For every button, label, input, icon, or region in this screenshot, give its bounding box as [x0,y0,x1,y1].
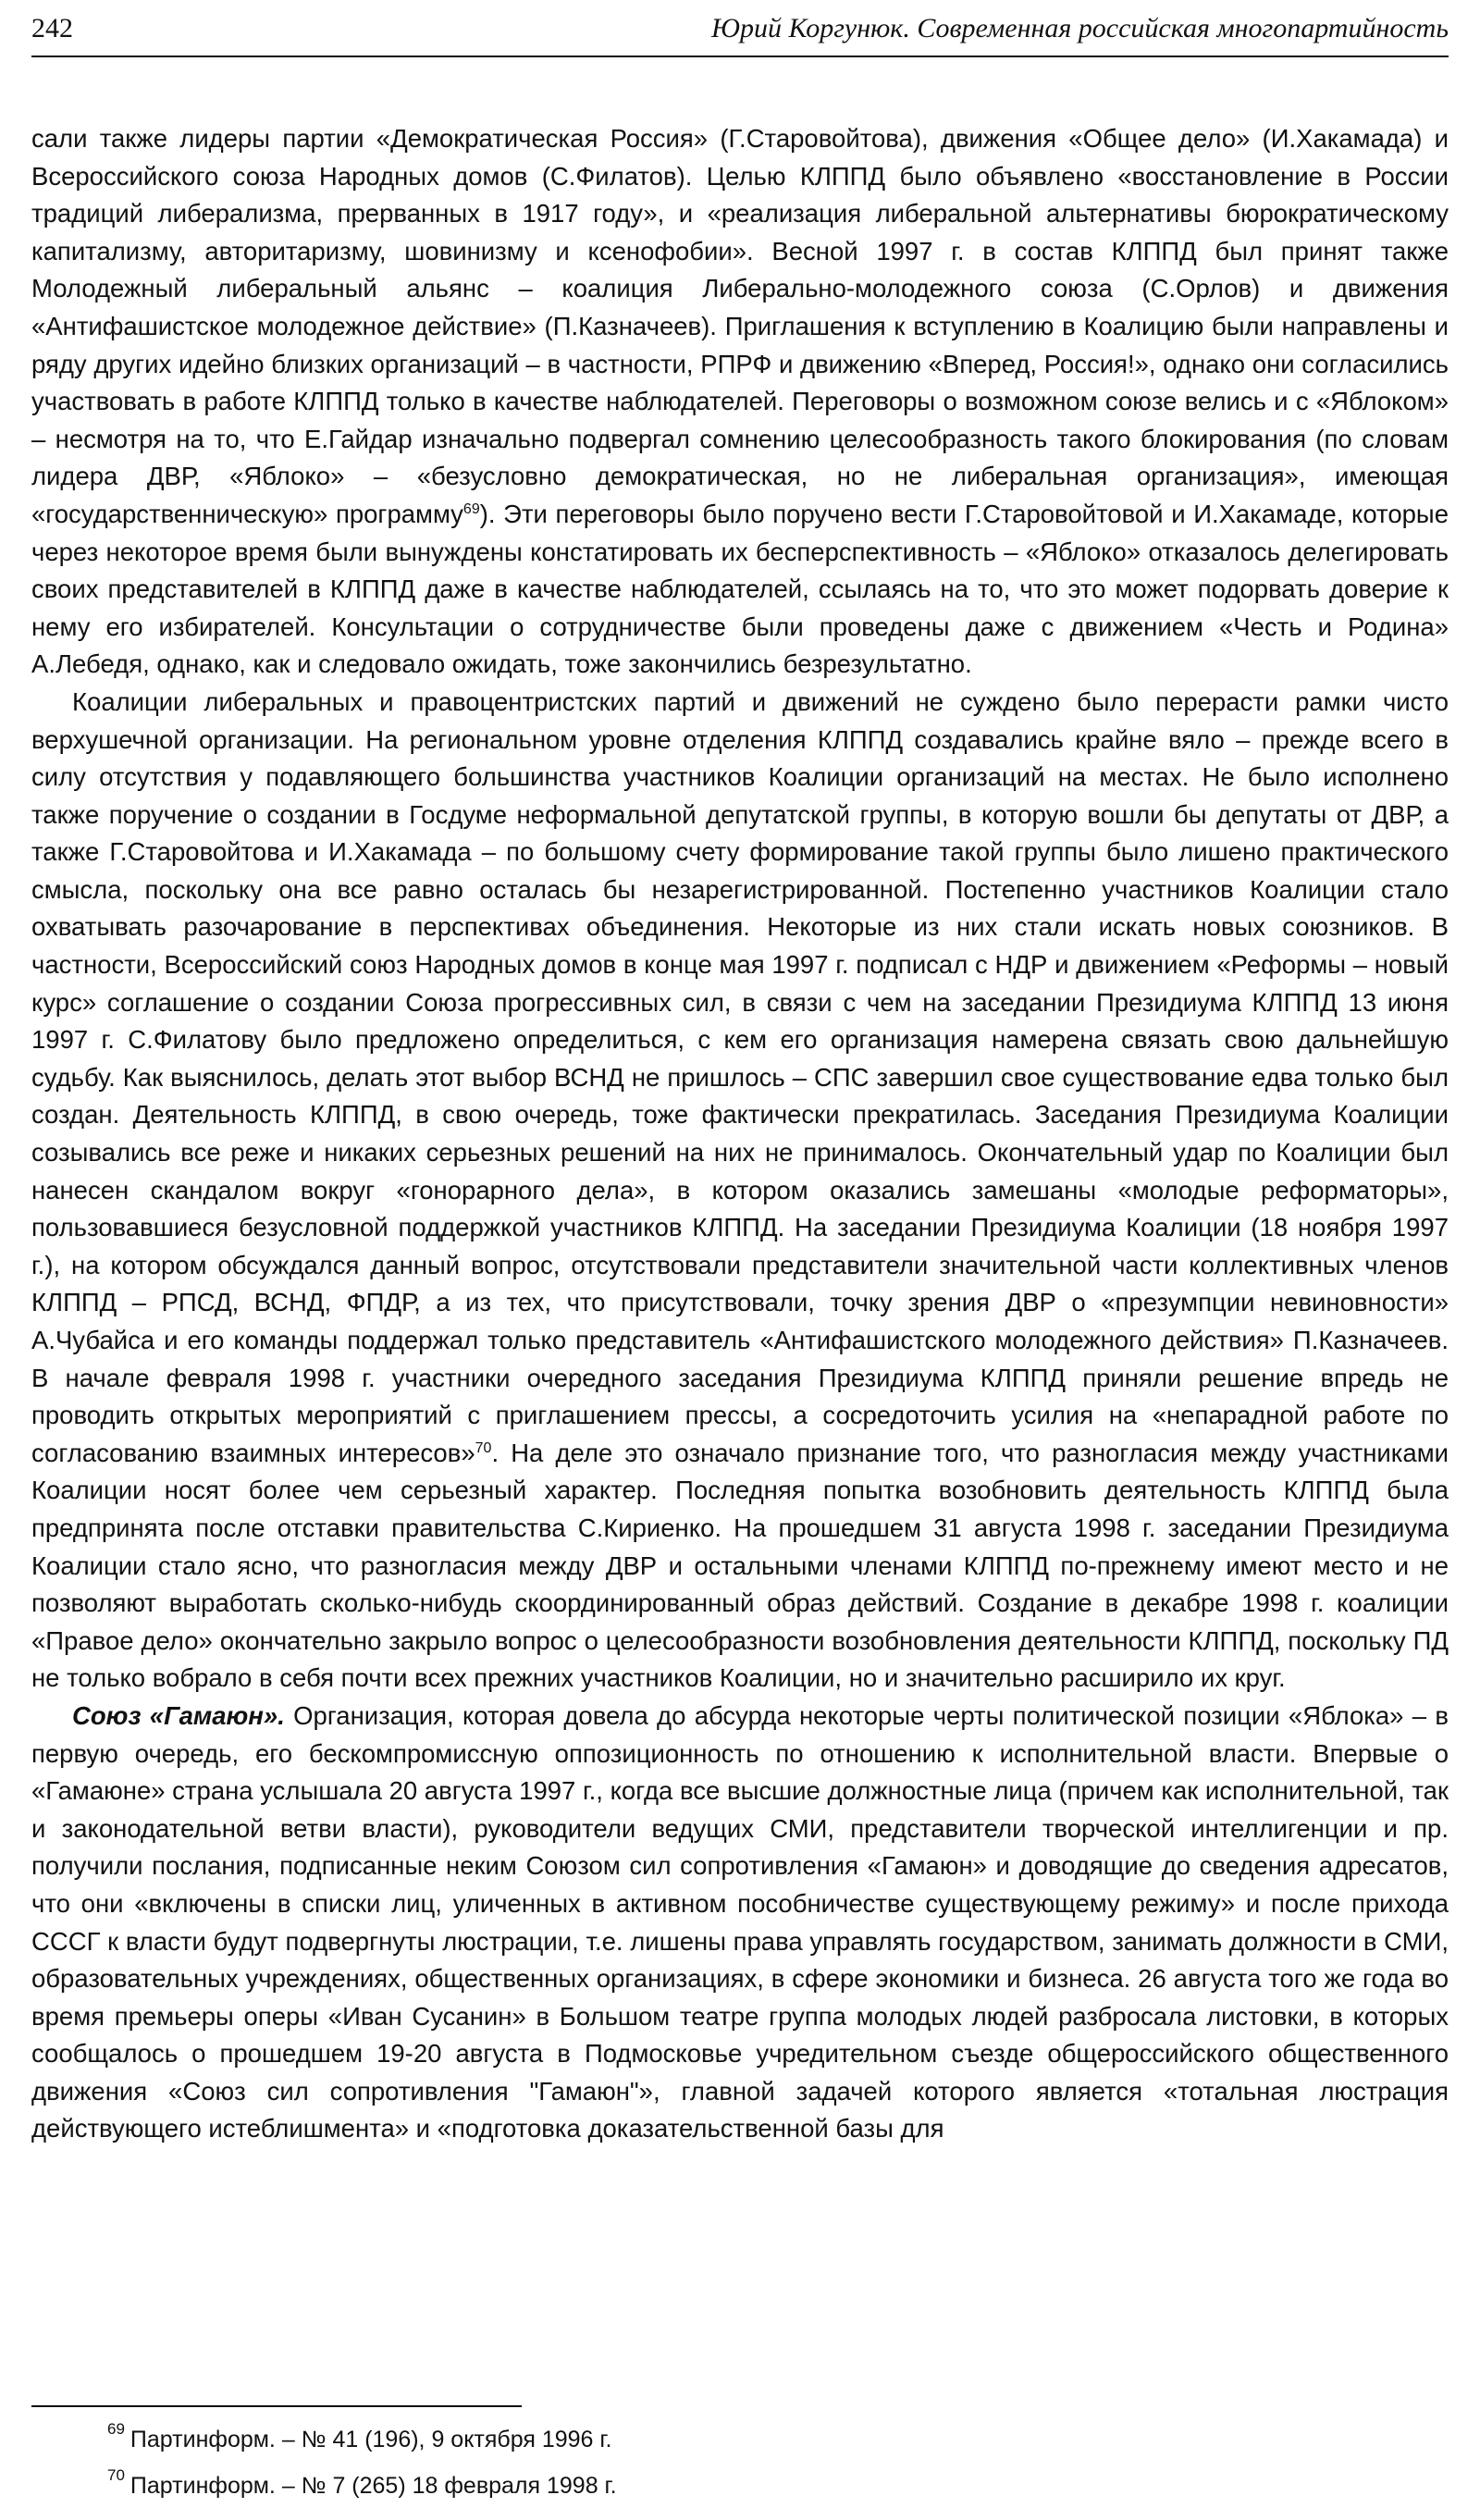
footnote-number: 70 [107,2466,125,2484]
footnote-number: 69 [107,2420,125,2438]
running-header [31,9,1449,57]
page-number: 242 [31,13,73,43]
book-page [31,0,1449,2520]
running-title: Юрий Коргунюк. Современная российская многопартийность [710,13,1449,43]
paragraph-3-text: Организация, которая довела до абсурда некоторые черты политической позиции «Яблока» – в первую очередь, его бескомпромиссную оппозиционность по отношению к исполнительной власти. Впервые о «Гамаюне» страна услышала 20 августа 1997 г., когда все высшие должностные лица (причем как исполнительной, так и законодательной ветви власти), руководители ведущих СМИ, представители творческой интеллигенции и пр. получили послания, подписанные неким Союзом сил сопротивления «Гамаюн» и доводящие до сведения адресатов, что они «включены в списки лиц, уличенных в активном пособничестве существующему режиму» и после прихода СССГ к власти будут подвергнуты люстрации, т.е. лишены права управлять государством, занимать должности в СМИ, образовательных учреждениях, общественных организациях, в сфере экономики и бизнеса. 26 августа того же года во время премьеры оперы «Иван Сусанин» в Большом театре группа молодых людей разбросала листовки, в которых сообщалось о прошедшем 19-20 августа в Подмосковье учредительном съезде общероссийского общественного движения «Союз сил сопротивления "Гамаюн"», главной задачей которого является «тотальная люстрация действующего истеблишмента» и «подготовка доказательственной базы для [31,1700,1449,2143]
paragraph-2-text-b: . На деле это означало признание того, что разногласия между участниками Коалиции носят более чем серьезный характер. Последняя попытка возобновить деятельность КЛППД была предпринята после отставки правительства С.Кириенко. На прошедшем 31 августа 1998 г. заседании Президиума Коалиции стало ясно, что разногласия между ДВР и остальными членами КЛППД по-прежнему имеют место и не позволяют выработать сколько-нибудь скоординированный образ действий. Создание в декабре 1998 г. коалиции «Правое дело» окончательно закрыло вопрос о целесообразности возобновления деятельности КЛППД, поскольку ПД не только вобрало в себя почти всех прежних участников Коалиции, но и значительно расширило их круг. [31,1438,1449,1693]
paragraph-2-text-a: Коалиции либеральных и правоцентристских партий и движений не суждено было перерасти рамки чисто верхушечной организации. На региональном уровне отделения КЛППД создавались крайне вяло – прежде всего в силу отсутствия у подавляющего большинства участников Коалиции организаций на местах. Не было исполнено также поручение о создании в Госдуме неформальной депутатской группы, в которую вошли бы депутаты от ДВР, а также Г.Старовойтова и И.Хакамада – по большому счету формирование такой группы было лишено практического смысла, поскольку она все равно осталась бы незарегистрированной. Постепенно участников Коалиции стало охватывать разочарование в перспективах объединения. Некоторые из них стали искать новых союзников. В частности, Всероссийский союз Народных домов в конце мая 1997 г. подписал с НДР и движением «Реформы – новый курс» соглашение о создании Союза прогрессивных сил, в связи с чем на заседании Президиума КЛППД 13 июня 1997 г. С.Филатову было предложено определиться, с кем его организация намерена связать свою дальнейшую судьбу. Как выяснилось, делать этот выбор ВСНД не пришлось – СПС завершил свое существование едва только был создан. Деятельность КЛППД, в свою очередь, тоже фактически прекратилась. Заседания Президиума Коалиции созывались все реже и никаких серьезных решений на них не принималось. Окончательный удар по Коалиции был нанесен скандалом вокруг «гонорарного дела», в котором оказались замешаны «молодые реформаторы», пользовавшиеся безусловной поддержкой участников КЛППД. На заседании Президиума Коалиции (18 ноября 1997 г.), на котором обсуждался данный вопрос, отсутствовали представители значительной части коллективных членов КЛППД – РПСД, ВСНД, ФПДР, а из тех, что присутствовали, точку зрения ДВР о «презумпции невиновности» А.Чубайса и его команды поддержал только представитель «Антифашистского молодежного действия» П.Казначеев. В начале февраля 1998 г. участники очередного заседания Президиума КЛППД приняли решение впредь не проводить открытых мероприятий с приглашением прессы, а сосредоточить усилия на «непарадной работе по согласованию взаимных интересов» [31,686,1449,1467]
footnote-70 [107,2463,1402,2509]
footnote-text: Партинформ. – № 7 (265) 18 февраля 1998 г. [130,2473,617,2499]
paragraph-3 [31,1698,1449,2148]
footnote-divider [31,2405,522,2407]
footnote-69 [107,2416,1402,2463]
paragraph-1-text-a: сали также лидеры партии «Демократическая Россия» (Г.Старовойтова), движения «Общее дело» (И.Хакамада) и Всероссийского союза Народных домов (С.Филатов). Целью КЛППД было объявлено «восстановление в России традиций либерализма, прерванных в 1917 году», и «реализация либеральной альтернативы бюрократическому капитализму, авторитаризму, шовинизму и ксенофобии». Весной 1997 г. в состав КЛППД был принят также Молодежный либеральный альянс – коалиция Либерально-молодежного союза (С.Орлов) и движения «Антифашистское молодежное действие» (П.Казначеев). Приглашения к вступлению в Коалицию были направлены и ряду других идейно близких организаций – в частности, РПРФ и движению «Вперед, Россия!», однако они согласились участвовать в работе КЛППД только в качестве наблюдателей. Переговоры о возможном союзе велись и с «Яблоком» – несмотря на то, что Е.Гайдар изначально подвергал сомнению целесообразность такого блокирования (по словам лидера ДВР, «Яблоко» – «безусловно демократическая, но не либеральная организация», имеющая «государственническую» программу [31,124,1449,528]
footnote-text: Партинформ. – № 41 (196), 9 октября 1996 г. [130,2427,612,2452]
footnote-ref-69[interactable]: 69 [462,500,480,517]
footnote-ref-70[interactable]: 70 [475,1439,492,1456]
paragraph-1-text-b: ). Эти переговоры было поручено вести Г.Старовойтовой и И.Хакамаде, которые через некоторое время были вынуждены констатировать их бесперспективность – «Яблоко» отказалось делегировать своих представителей в КЛППД даже в качестве наблюдателей, ссылаясь на то, что это может подорвать доверие к нему его избирателей. Консультации о сотрудничестве были проведены даже с движением «Честь и Родина» А.Лебедя, однако, как и следовало ожидать, тоже закончились безрезультатно. [31,499,1449,679]
body-text [31,120,1449,2148]
section-heading-gamayun: Союз «Гамаюн». [72,1700,285,1730]
paragraph-2 [31,684,1449,1698]
paragraph-1 [31,120,1449,684]
footnotes [107,2416,1402,2509]
